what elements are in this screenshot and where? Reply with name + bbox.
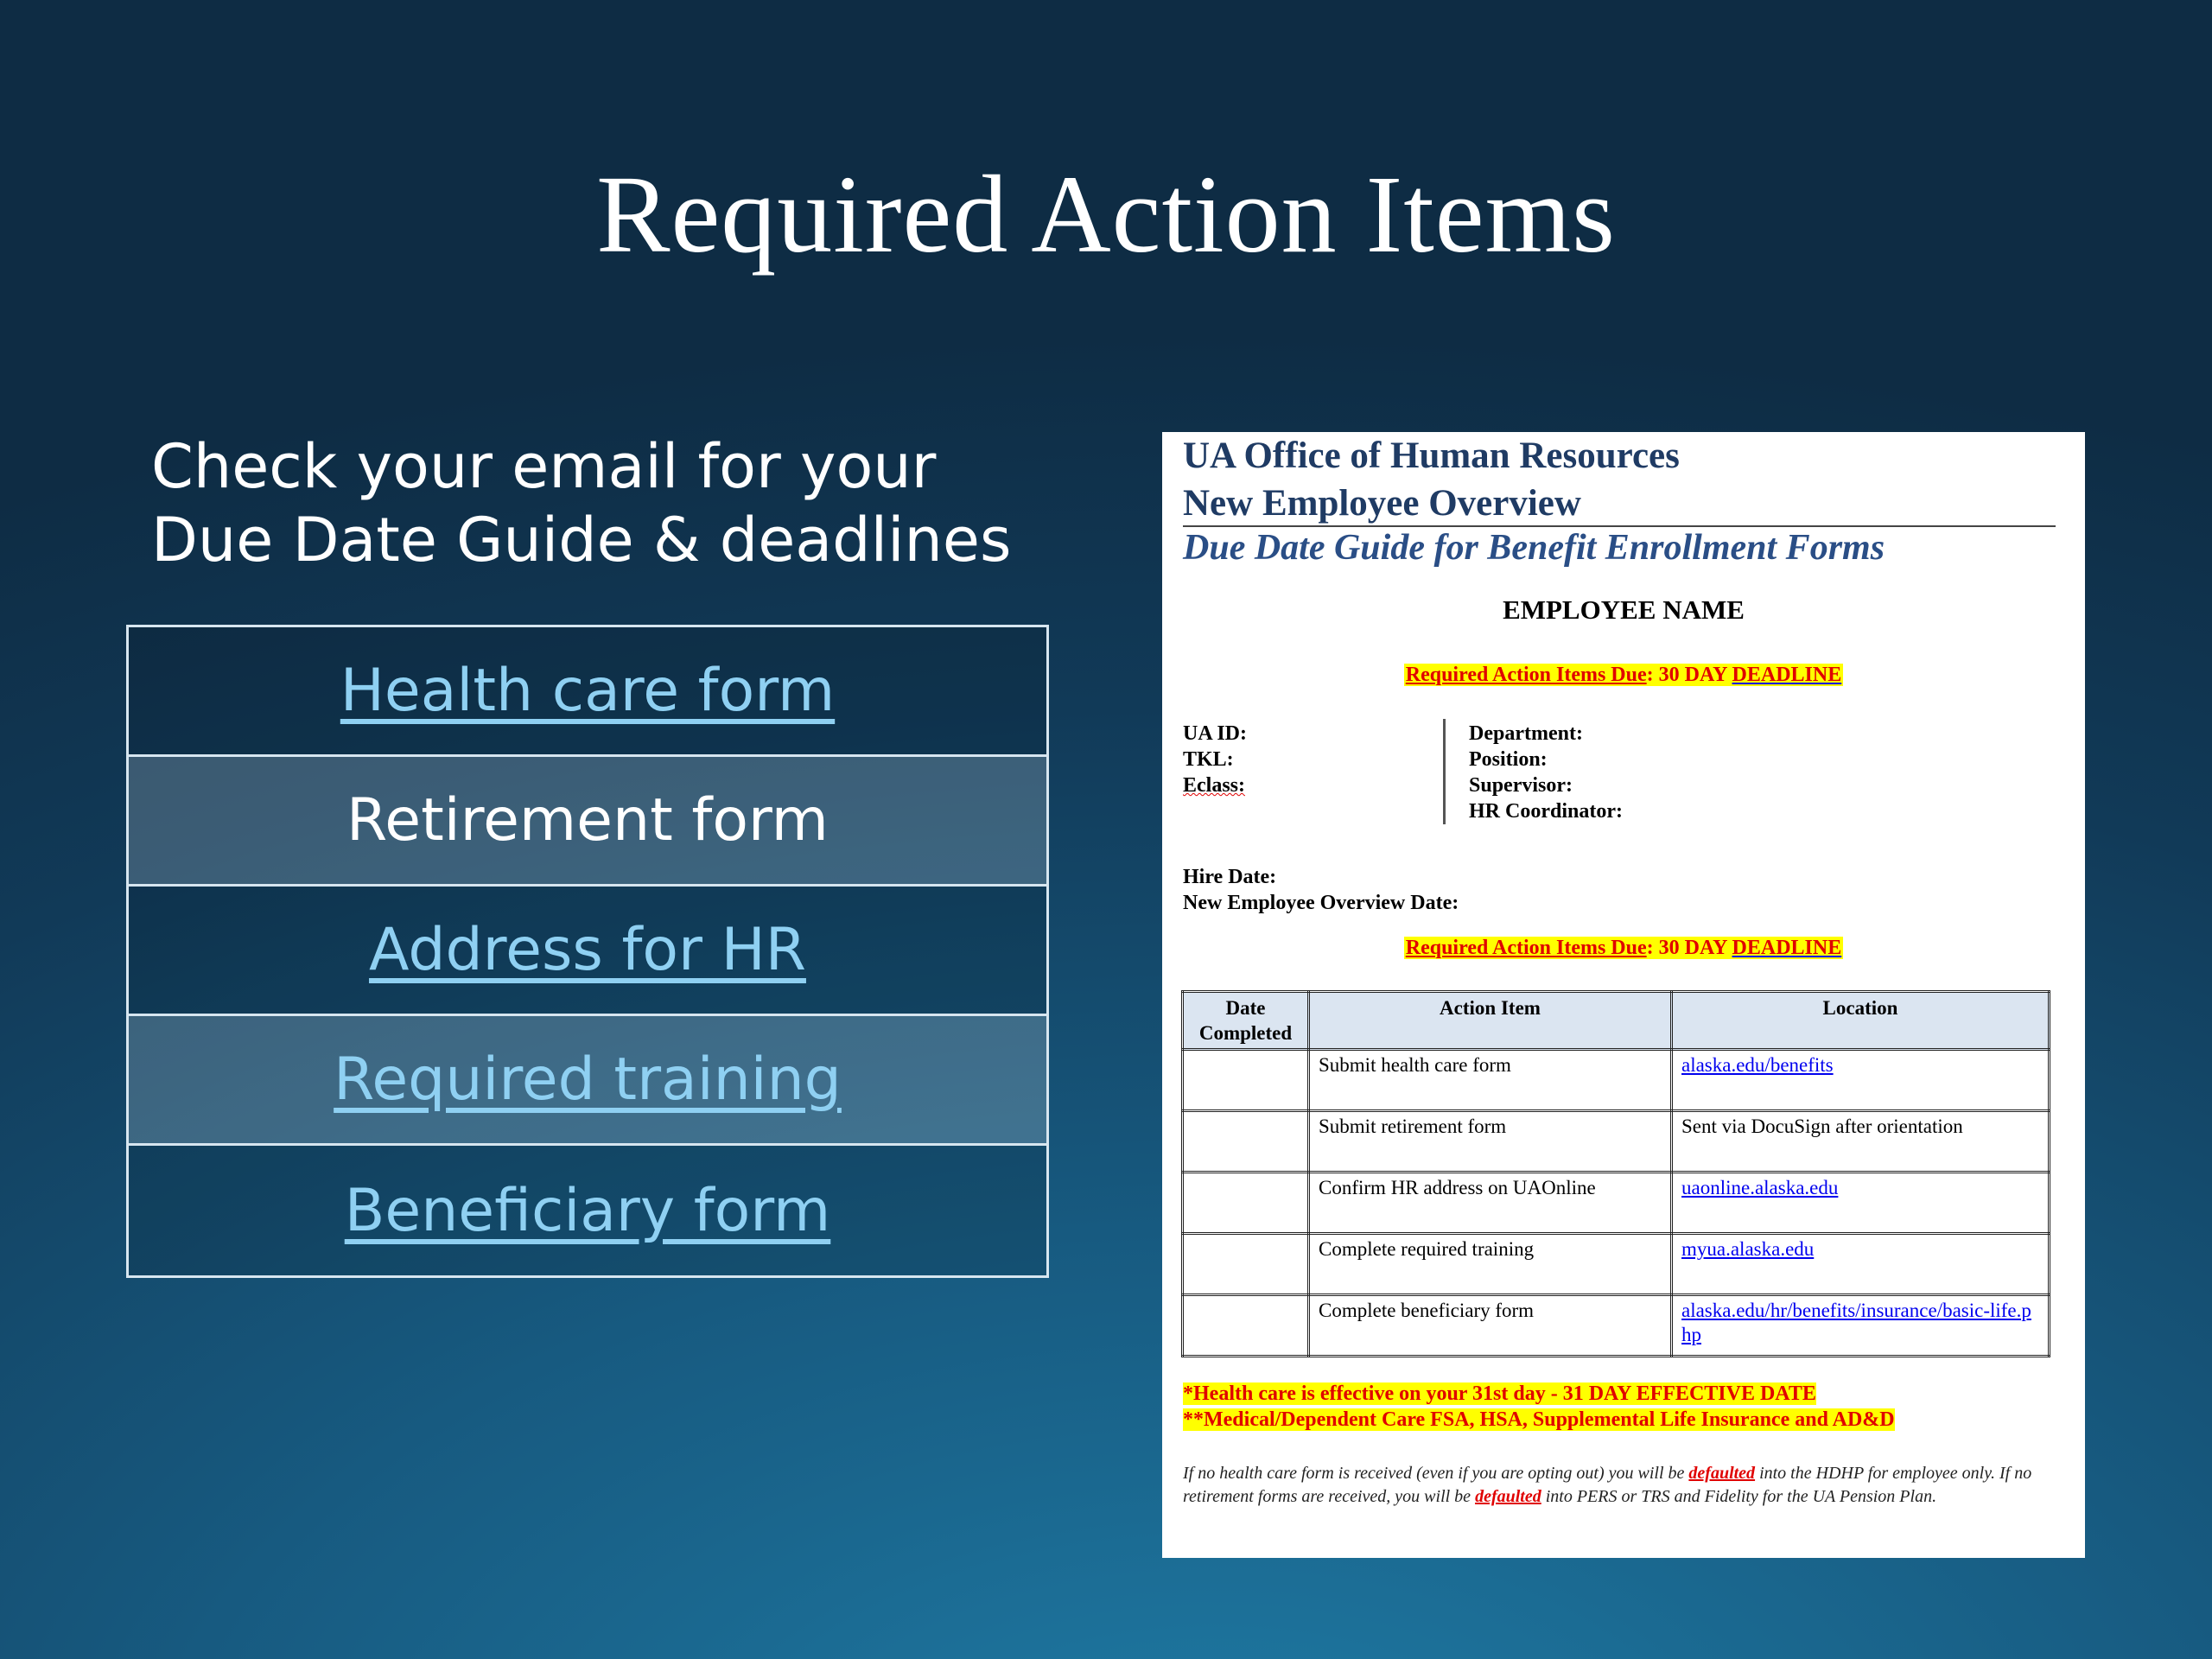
field-overview-date: New Employee Overview Date: (1183, 892, 1459, 914)
doc-header (1183, 432, 1680, 527)
table-row (1183, 1234, 2050, 1295)
note-health-care-effective: *Health care is effective on your 31st day - 31 DAY EFFECTIVE DATE (1183, 1382, 1816, 1405)
employee-id-fields (1183, 721, 1247, 798)
field-hr-coordinator: HR Coordinator: (1469, 800, 1623, 823)
retirement-form-label: Retirement form (346, 786, 829, 855)
field-ua-id: UA ID: (1183, 722, 1248, 745)
date-cell (1183, 1295, 1309, 1357)
link-row-address (129, 887, 1046, 1016)
default-enrollment-notice (1183, 1462, 2056, 1509)
location-link[interactable]: alaska.edu/benefits (1681, 1054, 1834, 1076)
action-cell: Submit retirement form (1309, 1111, 1672, 1173)
date-cell (1183, 1111, 1309, 1173)
action-links-table (126, 625, 1049, 1278)
doc-heading-guide: Due Date Guide for Benefit Enrollment Forms (1183, 528, 1885, 568)
table-row (1183, 1295, 2050, 1357)
location-cell (1672, 1050, 2050, 1111)
deadline-days: 30 DAY (1653, 664, 1732, 686)
link-row-training (129, 1016, 1046, 1146)
table-row (1183, 1173, 2050, 1234)
header-location: Location (1672, 992, 2050, 1050)
field-position: Position: (1469, 748, 1548, 771)
deadline-word: DEADLINE (1732, 937, 1842, 959)
table-row (1183, 1050, 2050, 1111)
fields-divider (1443, 719, 1446, 824)
effective-date-notes (1183, 1381, 1895, 1433)
required-training-link[interactable]: Required training (334, 1046, 842, 1114)
location-cell (1672, 1234, 2050, 1295)
location-link[interactable]: alaska.edu/hr/benefits/insurance/basic-life.php (1681, 1300, 2031, 1345)
table-row (1183, 1111, 2050, 1173)
date-fields (1183, 864, 1459, 916)
deadline-banner-top (1162, 664, 2085, 687)
deadline-prefix: Required Action Items Due (1405, 664, 1647, 686)
address-for-hr-link[interactable]: Address for HR (369, 916, 806, 984)
field-eclass: Eclass: (1183, 774, 1245, 797)
employee-name: EMPLOYEE NAME (1503, 594, 1745, 625)
header-action-item: Action Item (1309, 992, 1672, 1050)
field-tkl: TKL: (1183, 748, 1234, 771)
table-header-row (1183, 992, 2050, 1050)
location-cell (1672, 1173, 2050, 1234)
deadline-colon: : (1646, 664, 1654, 686)
deadline-banner-bottom (1162, 937, 2085, 960)
fine-print-part-c: into PERS or TRS and Fidelity for the UA Pension Plan. (1541, 1487, 1937, 1506)
location-link[interactable]: uaonline.alaska.edu (1681, 1177, 1839, 1198)
fine-print-defaulted: defaulted (1475, 1487, 1541, 1506)
deadline-word: DEADLINE (1732, 664, 1842, 686)
action-items-table (1181, 990, 2050, 1357)
location-cell: Sent via DocuSign after orientation (1672, 1111, 2050, 1173)
doc-heading-overview: New Employee Overview (1183, 483, 1581, 524)
beneficiary-form-link[interactable]: Beneficiary form (344, 1176, 831, 1245)
fine-print-part-b: into the HDHP for employee only. If no retirement forms are received, you will be (1183, 1464, 2032, 1506)
deadline-days: 30 DAY (1653, 937, 1732, 959)
action-cell: Complete beneficiary form (1309, 1295, 1672, 1357)
slide-subtitle (151, 430, 1033, 577)
subtitle-line-2: Due Date Guide & deadlines (151, 505, 1012, 575)
deadline-colon: : (1646, 937, 1654, 959)
slide-title: Required Action Items (596, 153, 1616, 276)
field-department: Department: (1469, 722, 1583, 745)
action-cell: Complete required training (1309, 1234, 1672, 1295)
field-supervisor: Supervisor: (1469, 774, 1573, 797)
subtitle-line-1: Check your email for your (151, 431, 937, 502)
action-cell: Submit health care form (1309, 1050, 1672, 1111)
link-row-health-care (129, 627, 1046, 757)
date-cell (1183, 1050, 1309, 1111)
location-cell (1672, 1295, 2050, 1357)
fine-print-defaulted: defaulted (1688, 1464, 1756, 1483)
link-row-beneficiary (129, 1146, 1046, 1275)
doc-heading-office: UA Office of Human Resources (1183, 435, 1680, 476)
employee-job-fields (1469, 721, 1623, 824)
action-cell: Confirm HR address on UAOnline (1309, 1173, 1672, 1234)
location-link[interactable]: myua.alaska.edu (1681, 1238, 1815, 1260)
date-cell (1183, 1173, 1309, 1234)
health-care-form-link[interactable]: Health care form (340, 657, 836, 725)
header-date-completed: Date Completed (1183, 992, 1309, 1050)
link-row-retirement (129, 757, 1046, 887)
due-date-guide-document (1162, 432, 2085, 1558)
note-fsa-hsa: **Medical/Dependent Care FSA, HSA, Supplemental Life Insurance and AD&D (1183, 1408, 1895, 1431)
field-hire-date: Hire Date: (1183, 866, 1277, 888)
deadline-prefix: Required Action Items Due (1405, 937, 1647, 959)
fine-print-part-a: If no health care form is received (even if you are opting out) you will be (1183, 1464, 1689, 1483)
date-cell (1183, 1234, 1309, 1295)
